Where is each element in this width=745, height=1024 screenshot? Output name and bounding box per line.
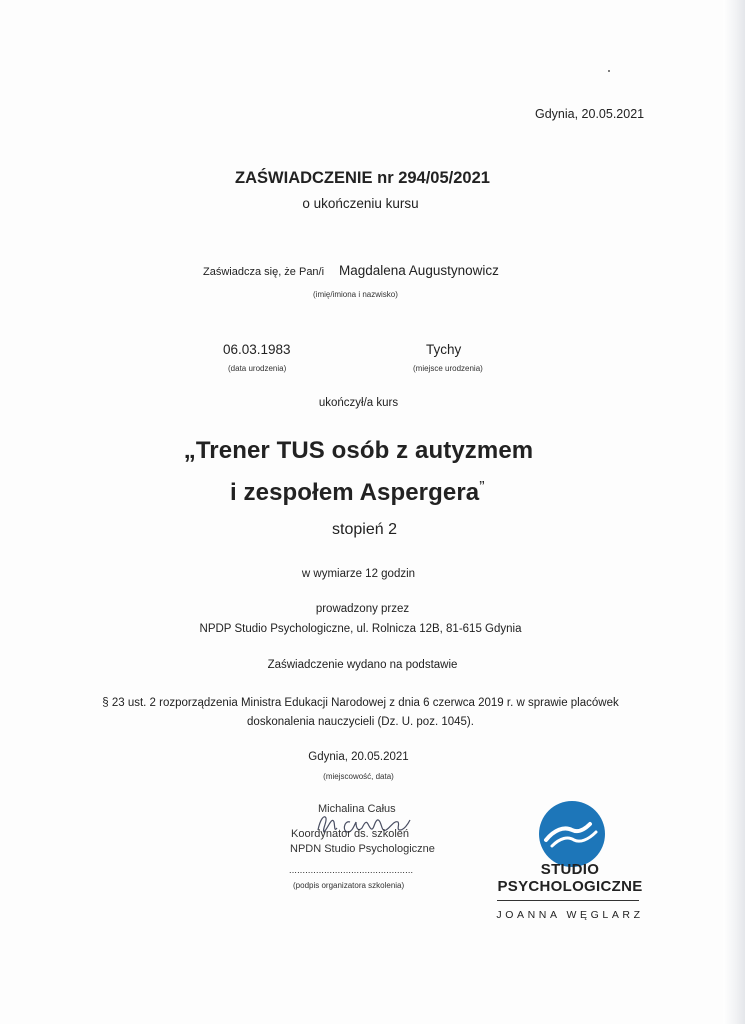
certificate-title: ZAŚWIADCZENIE nr 294/05/2021 xyxy=(235,169,490,187)
scan-speck xyxy=(608,70,610,72)
header-place-date: Gdynia, 20.05.2021 xyxy=(535,107,645,121)
course-hours: w wymiarze 12 godzin xyxy=(301,568,416,580)
course-title-line1: „Trener TUS osób z autyzmem xyxy=(183,437,534,464)
birth-place-caption: (miejsce urodzenia) xyxy=(413,364,483,373)
course-intro: ukończył/a kurs xyxy=(318,397,399,409)
logo-divider xyxy=(497,900,639,901)
person-name-caption: (imię/imiona i nazwisko) xyxy=(313,290,398,299)
issue-place-date: Gdynia, 20.05.2021 xyxy=(308,751,409,763)
birth-place: Tychy xyxy=(426,342,462,357)
signatory-org: NPDN Studio Psychologiczne xyxy=(290,843,435,855)
signature-dots: .............................................. xyxy=(289,865,414,875)
logo-subtitle: JOANNA WĘGLARZ xyxy=(496,909,644,921)
person-intro: Zaświadcza się, że Pan/i xyxy=(203,266,325,278)
course-title-line2: i zespołem Aspergera xyxy=(230,479,480,506)
person-name: Magdalena Augustynowicz xyxy=(339,263,499,278)
birth-date: 06.03.1983 xyxy=(223,342,291,357)
signature-caption: (podpis organizatora szkolenia) xyxy=(293,881,405,890)
conducted-by-label: prowadzony przez xyxy=(315,603,410,615)
signatory-name: Michalina Całus xyxy=(318,803,396,815)
logo-line1: STUDIO xyxy=(540,861,600,878)
basis-label: Zaświadczenie wydano na podstawie xyxy=(267,659,458,671)
course-title-line2-wrap xyxy=(230,479,485,507)
course-level: stopień 2 xyxy=(332,521,397,538)
certificate-subtitle: o ukończeniu kursu xyxy=(302,196,419,211)
paper-edge-shadow xyxy=(723,0,745,1024)
closing-quote: ” xyxy=(479,479,485,496)
signatory-role: Koordynator ds. szkoleń xyxy=(291,828,410,840)
birth-date-caption: (data urodzenia) xyxy=(228,364,287,373)
basis-line2: doskonalenia nauczycieli (Dz. U. poz. 1045). xyxy=(247,716,474,728)
basis-line1: § 23 ust. 2 rozporządzenia Ministra Edukacji Narodowej z dnia 6 czerwca 2019 r. w sprawie placówek xyxy=(102,697,619,709)
logo-line2: PSYCHOLOGICZNE xyxy=(497,878,643,895)
issue-caption: (miejscowość, data) xyxy=(323,772,394,781)
studio-logo-icon xyxy=(538,800,606,868)
organizer: NPDP Studio Psychologiczne, ul. Rolnicza 12B, 81-615 Gdynia xyxy=(199,623,522,635)
